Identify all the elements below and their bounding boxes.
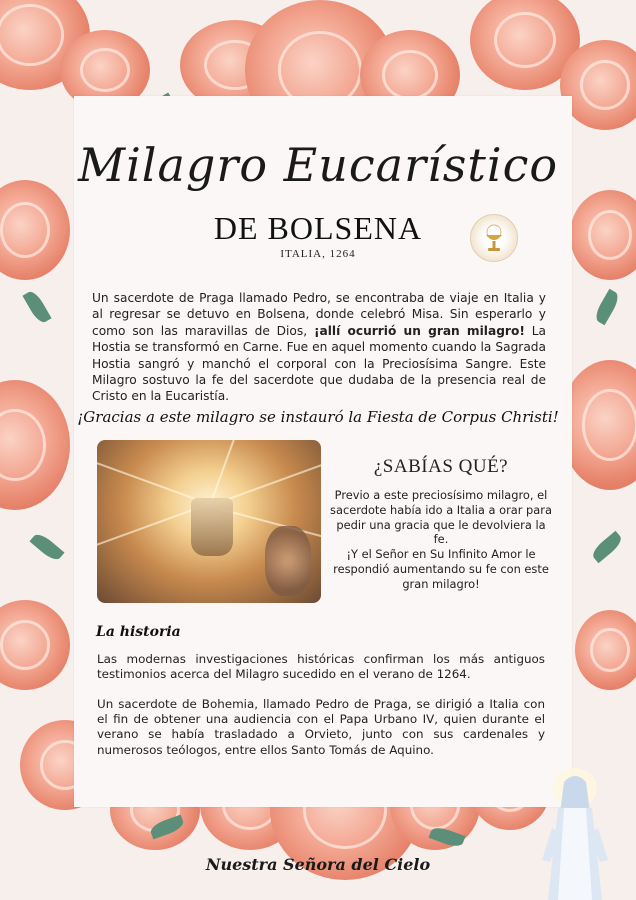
historia-paragraph-1: Las modernas investigaciones históricas confirman los más antiguos testimonios acerca del Milagro sucedido en el verano de 1264. — [97, 652, 545, 682]
page-title-main: DE BOLSENA — [213, 210, 423, 246]
chalice-host-icon — [470, 214, 518, 262]
virgin-mary-figure — [540, 768, 610, 900]
sabias-que-body — [330, 488, 552, 592]
priest-host-photo — [97, 440, 321, 603]
sabias-line-1: Previo a este preciosísimo milagro, el sacerdote había ido a Italia a orar para pedir una gracia que le devolviera la fe. — [330, 488, 552, 547]
corpus-christi-banner: ¡Gracias a este milagro se instauró la Fiesta de Corpus Christi! — [77, 408, 559, 426]
page-title-script: Milagro Eucarístico — [77, 138, 559, 192]
historia-paragraph-2: Un sacerdote de Bohemia, llamado Pedro de Praga, se dirigió a Italia con el fin de obtener una audiencia con el Papa Urbano IV, quien durante el verano se había trasladado a Orvieto, junto con sus cardenales y numerosos teólogos, entre ellos Santo Tomás de Aquino. — [97, 697, 545, 757]
sabias-que-title: ¿SABÍAS QUÉ? — [373, 456, 509, 477]
intro-paragraph — [92, 290, 546, 405]
footer-signature: Nuestra Señora del Cielo — [205, 855, 431, 874]
intro-emphasis: ¡allí ocurrió un gran milagro! — [313, 323, 525, 338]
intro-text-1: Un sacerdote de Praga llamado Pedro, se encontraba de viaje en Italia y al regresar se detuvo en Bolsena, donde celebró Misa. Sin esperarlo y como son las maravillas de Dios, — [92, 291, 546, 338]
page-subtitle: ITALIA, 1264 — [280, 248, 356, 260]
historia-title: La historia — [96, 624, 181, 640]
intro-text-2: La Hostia se transformó en Carne. Fue en aquel momento cuando la Sagrada Hostia sangró y manchó el corporal con la Preciosísima Sangre. Este Milagro sostuvo la fe del sacerdote que dudaba de la presencia real de Cristo en la Eucaristía. — [92, 323, 546, 404]
sabias-line-2: ¡Y el Señor en Su Infinito Amor le respondió aumentando su fe con este gran milagro! — [333, 547, 549, 591]
